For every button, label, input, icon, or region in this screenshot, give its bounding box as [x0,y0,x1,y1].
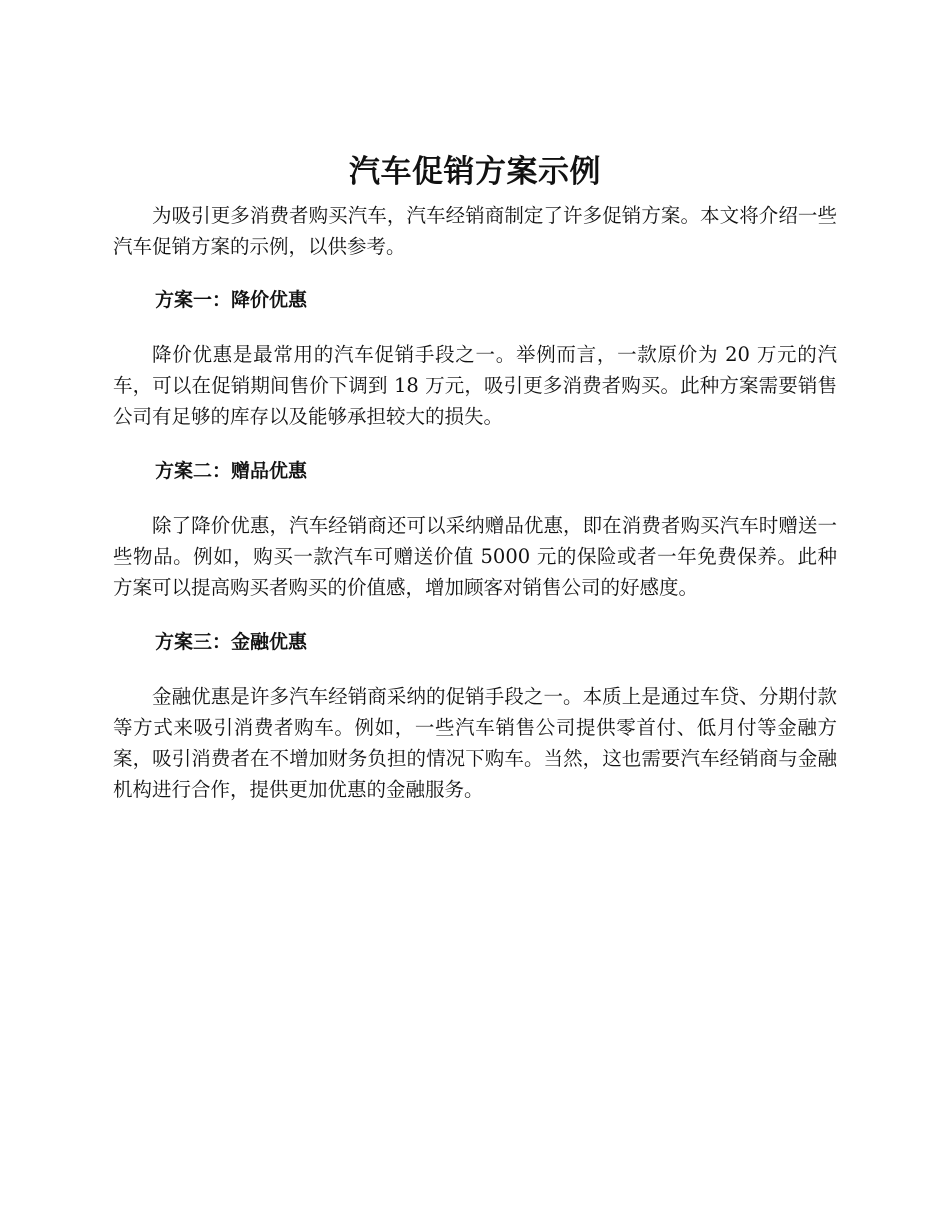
document-title: 汽车促销方案示例 [349,154,601,190]
section-body-2: 除了降价优惠，汽车经销商还可以采纳赠品优惠，即在消费者购买汽车时赠送一些物品。例如，购买一款汽车可赠送价值 5000 元的保险或者一年免费保养。此种方案可以提高购买者购买的价值感，增加顾客对销售公司的好感度。 [113,514,837,599]
section-body-3: 金融优惠是许多汽车经销商采纳的促销手段之一。本质上是通过车贷、分期付款等方式来吸引消费者购车。例如，一些汽车销售公司提供零首付、低月付等金融方案，吸引消费者在不增加财务负担的情况下购车。当然，这也需要汽车经销商与金融机构进行合作，提供更加优惠的金融服务。 [113,685,837,801]
document-page [113,150,837,805]
section-heading-1: 方案一：降价优惠 [155,289,308,311]
section-heading-2: 方案二：赠品优惠 [155,460,308,482]
section-heading-3: 方案三：金融优惠 [155,631,308,653]
intro-paragraph: 为吸引更多消费者购买汽车，汽车经销商制定了许多促销方案。本文将介绍一些汽车促销方案的示例，以供参考。 [113,204,837,258]
section-body-1: 降价优惠是最常用的汽车促销手段之一。举例而言，一款原价为 20 万元的汽车，可以在促销期间售价下调到 18 万元，吸引更多消费者购买。此种方案需要销售公司有足够的库存以及能够承担较大的损失。 [113,343,837,428]
